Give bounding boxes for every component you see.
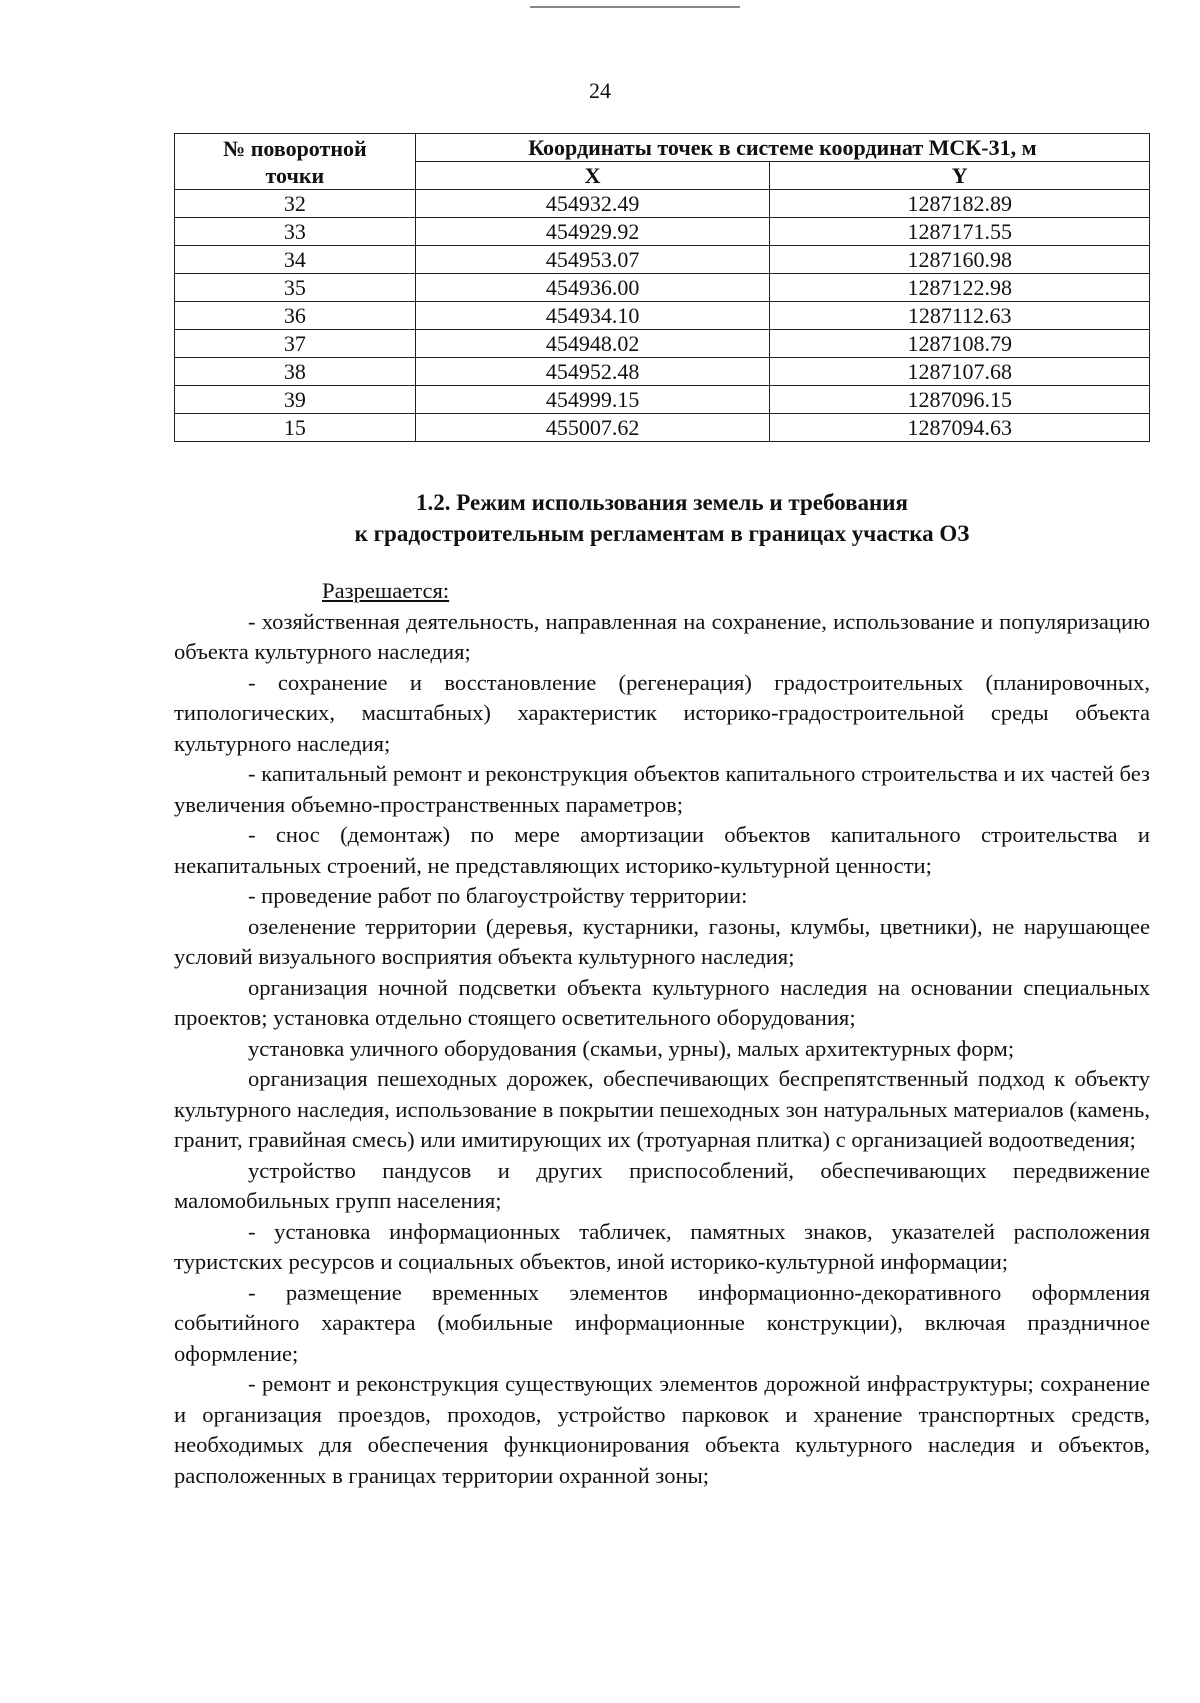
top-scan-rule: [530, 6, 740, 8]
paragraph: - ремонт и реконструкция существующих элементов дорожной инфраструктуры; сохранение и организация проездов, проходов, устройство парковок и хранение транспортных средств, необходимых для обеспечения функционирования объекта культурного наследия и объектов, расположенных в границах территории охранной зоны;: [174, 1371, 1150, 1488]
header-coordinates: Координаты точек в системе координат МСК-31, м: [415, 134, 1149, 162]
section-body: [174, 576, 1150, 1491]
point-number: 15: [175, 414, 416, 442]
coord-y: 1287112.63: [770, 302, 1150, 330]
paragraph: устройство пандусов и других приспособлений, обеспечивающих передвижение маломобильных групп населения;: [174, 1157, 1150, 1213]
coord-y: 1287094.63: [770, 414, 1150, 442]
page-number: 24: [589, 78, 611, 103]
table-row: [175, 218, 1150, 246]
section-heading: [174, 487, 1150, 549]
coord-x: 454932.49: [415, 190, 770, 218]
point-number: 32: [175, 190, 416, 218]
coord-x: 454934.10: [415, 302, 770, 330]
point-number: 37: [175, 330, 416, 358]
table-row: [175, 358, 1150, 386]
paragraph: организация ночной подсветки объекта культурного наследия на основании специальных проектов; установка отдельно стоящего осветительного оборудования;: [174, 974, 1150, 1030]
paragraph: установка уличного оборудования (скамьи, урны), малых архитектурных форм;: [248, 1035, 1015, 1061]
coord-y: 1287108.79: [770, 330, 1150, 358]
section-title-line1: 1.2. Режим использования земель и требования: [416, 490, 908, 515]
paragraph: - хозяйственная деятельность, направленная на сохранение, использование и популяризацию объекта культурного наследия;: [174, 608, 1150, 664]
header-point-number-line2: точки: [265, 162, 325, 188]
coord-x: 454929.92: [415, 218, 770, 246]
coordinates-table: [174, 133, 1150, 442]
table-row: [175, 274, 1150, 302]
point-number: 35: [175, 274, 416, 302]
header-y: Y: [770, 162, 1150, 190]
coord-y: 1287096.15: [770, 386, 1150, 414]
point-number: 33: [175, 218, 416, 246]
point-number: 39: [175, 386, 416, 414]
coord-x: 455007.62: [415, 414, 770, 442]
coord-x: 454948.02: [415, 330, 770, 358]
coord-y: 1287160.98: [770, 246, 1150, 274]
paragraph: организация пешеходных дорожек, обеспечивающих беспрепятственный подход к объекту культурного наследия, использование в покрытии пешеходных зон натуральных материалов (камень, гранит, гравийная смесь) или имитирующих их (тротуарная плитка) с организацией водоотведения;: [174, 1066, 1150, 1152]
section-title-line2: к градостроительным регламентам в границах участка ОЗ: [354, 521, 970, 546]
coord-y: 1287107.68: [770, 358, 1150, 386]
coord-x: 454952.48: [415, 358, 770, 386]
paragraph: - установка информационных табличек, памятных знаков, указателей расположения туристских ресурсов и социальных объектов, иной историко-культурной информации;: [174, 1218, 1150, 1274]
point-number: 38: [175, 358, 416, 386]
paragraph: - размещение временных элементов информационно-декоративного оформления событийного характера (мобильные информационные конструкции), включая праздничное оформление;: [174, 1279, 1150, 1366]
coord-x: 454953.07: [415, 246, 770, 274]
paragraph: - капитальный ремонт и реконструкция объектов капитального строительства и их частей без увеличения объемно-пространственных параметров;: [174, 761, 1150, 817]
table-row: [175, 190, 1150, 218]
table-row: [175, 246, 1150, 274]
table-row: [175, 386, 1150, 414]
coord-y: 1287171.55: [770, 218, 1150, 246]
paragraph: - снос (демонтаж) по мере амортизации объектов капитального строительства и некапитальных строений, не представляющих историко-культурной ценности;: [174, 822, 1150, 878]
header-x: X: [415, 162, 770, 190]
coord-x: 454936.00: [415, 274, 770, 302]
header-point-number: [175, 134, 416, 190]
paragraph: озеленение территории (деревья, кустарники, газоны, клумбы, цветники), не нарушающее условий визуального восприятия объекта культурного наследия;: [174, 913, 1150, 969]
allowed-label: Разрешается:: [322, 578, 450, 603]
table-row: [175, 330, 1150, 358]
allowed-label-paragraph: [174, 576, 1150, 607]
table-row: [175, 414, 1150, 442]
table-row: [175, 302, 1150, 330]
coord-x: 454999.15: [415, 386, 770, 414]
coord-y: 1287182.89: [770, 190, 1150, 218]
point-number: 36: [175, 302, 416, 330]
paragraph: - проведение работ по благоустройству территории:: [248, 883, 748, 908]
coord-y: 1287122.98: [770, 274, 1150, 302]
header-point-number-line1: № поворотной: [223, 135, 367, 161]
point-number: 34: [175, 246, 416, 274]
paragraph: - сохранение и восстановление (регенерация) градостроительных (планировочных, типологических, масштабных) характеристик историко-градостроительной среды объекта культурного наследия;: [174, 669, 1150, 756]
